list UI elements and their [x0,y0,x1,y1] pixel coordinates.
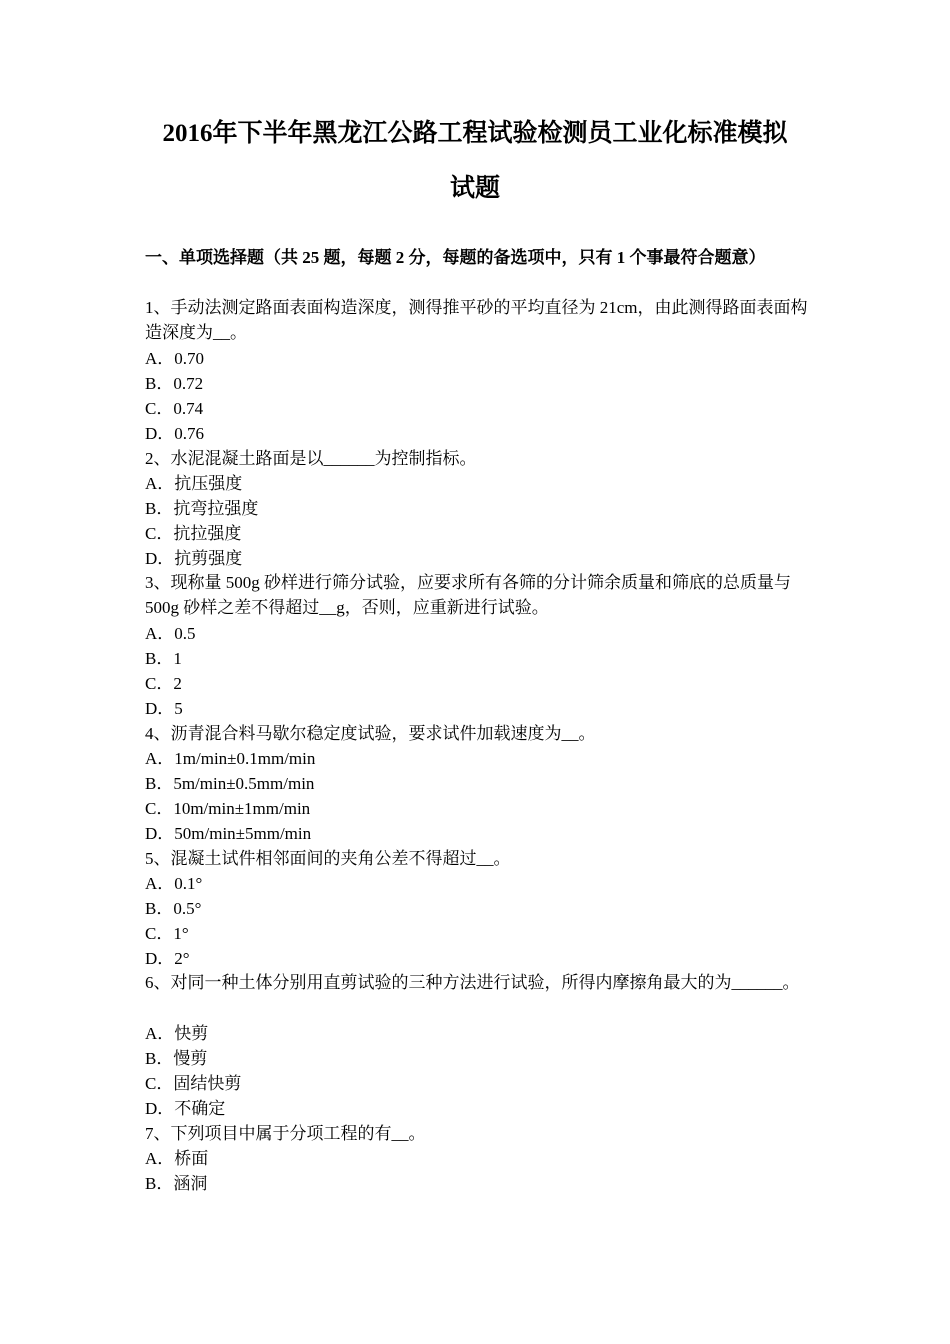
option: D．0.76 [145,424,205,443]
question [145,446,810,571]
option: D．2° [145,949,190,968]
question [145,296,810,446]
question-stem: 2、水泥混凝土路面是以______为控制指标。 [145,449,477,468]
option: D．50m/min±5mm/min [145,824,312,843]
option: D．抗剪强度 [145,549,243,568]
question-stem: 6、对同一种土体分别用直剪试验的三种方法进行试验，所得内摩擦角最大的为______。 [145,973,800,992]
question-stem: 3、现称量 500g 砂样进行筛分试验，应要求所有各筛的分计筛余质量和筛底的总质量与 500g 砂样之差不得超过__g，否则，应重新进行试验。 [145,573,791,617]
option: C．固结快剪 [145,1074,242,1093]
question-stem: 1、手动法测定路面表面构造深度，测得推平砂的平均直径为 21cm，由此测得路面表面构造深度为__。 [145,298,808,342]
option: A．抗压强度 [145,474,243,493]
option: B．0.72 [145,374,204,393]
option: D．不确定 [145,1099,226,1118]
option: C．1° [145,924,189,943]
option: C．抗拉强度 [145,524,242,543]
question [145,971,810,1121]
option: B．抗弯拉强度 [145,499,259,518]
option: C．10m/min±1mm/min [145,799,311,818]
option: B．慢剪 [145,1049,208,1068]
option: B．1 [145,649,182,668]
question-list [145,296,810,1196]
option: A．快剪 [145,1024,209,1043]
option: C．2 [145,674,182,693]
section-heading: 一、单项选择题（共 25 题，每题 2 分，每题的备选项中，只有 1 个事最符合题意） [145,248,766,267]
question [145,1121,810,1196]
question-stem: 4、沥青混合料马歇尔稳定度试验，要求试件加载速度为__。 [145,724,596,743]
option: B．涵洞 [145,1174,208,1193]
question [145,846,810,971]
option: A．0.70 [145,349,205,368]
option: A．1m/min±0.1mm/min [145,749,316,768]
question-stem: 7、下列项目中属于分项工程的有__。 [145,1124,426,1143]
document-title-line-1: 2016年下半年黑龙江公路工程试验检测员工业化标准模拟 [162,120,788,147]
question [145,721,810,846]
question [145,571,810,721]
option: D．5 [145,699,183,718]
question-stem: 5、混凝土试件相邻面间的夹角公差不得超过__。 [145,849,511,868]
document-title-line-2: 试题 [449,175,500,202]
option: A．0.5 [145,624,196,643]
option: B．5m/min±0.5mm/min [145,774,315,793]
option: C．0.74 [145,399,204,418]
option: B．0.5° [145,899,202,918]
option: A．0.1° [145,874,203,893]
option: A．桥面 [145,1149,209,1168]
